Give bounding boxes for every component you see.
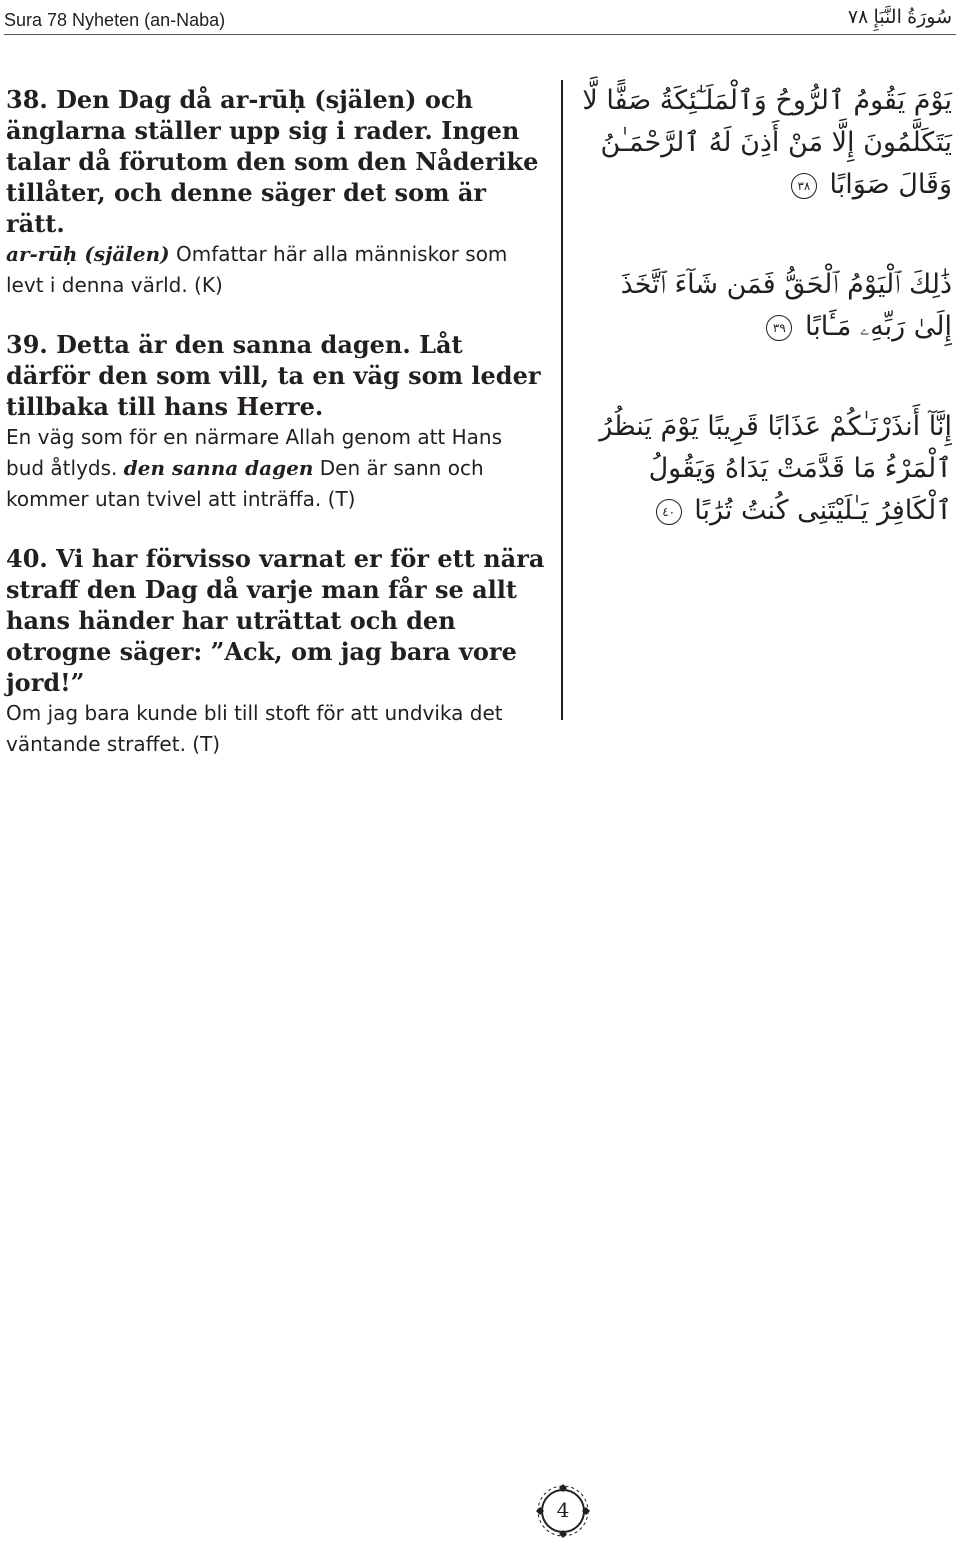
arabic-verse-38 bbox=[580, 80, 952, 206]
verse-commentary: Om jag bara kunde bli till stoft för att undvika det väntande straffet. (T) bbox=[6, 701, 503, 756]
verse-end-mark-icon: ٣٩ bbox=[766, 315, 792, 341]
commentary-term: ar-rūḥ (själen) bbox=[6, 242, 170, 266]
commentary-text: Omfattar här alla människor som levt i denna värld. (K) bbox=[6, 242, 508, 297]
verse-commentary bbox=[6, 422, 546, 515]
commentary-term: den sanna dagen bbox=[123, 456, 314, 480]
arabic-text: يَوْمَ يَقُومُ ٱلرُّوحُ وَٱلْمَلَـٰٓئِكَةُ صَفًّا لَّا يَتَكَلَّمُونَ إِلَّا مَنْ أَذِنَ لَهُ ٱلرَّحْمَـٰنُ وَقَالَ صَوَابًا bbox=[582, 85, 952, 200]
arabic-text: إِنَّآ أَنذَرْنَـٰكُمْ عَذَابًا قَرِيبًا يَوْمَ يَنظُرُ ٱلْمَرْءُ مَا قَدَّمَتْ يَدَاهُ وَيَقُولُ ٱلْكَافِرُ يَـٰلَيْتَنِى كُنتُ تُرَٰبًا bbox=[599, 411, 952, 526]
translation-column bbox=[6, 84, 546, 788]
verse-40 bbox=[6, 543, 546, 760]
verse-text: 39. Detta är den sanna dagen. Låt därför den som vill, ta en väg som leder tillbaka till hans Herre. bbox=[6, 330, 541, 421]
page-number-text: 4 bbox=[556, 1498, 570, 1522]
arabic-column bbox=[580, 80, 952, 590]
column-divider bbox=[561, 80, 563, 720]
header-sura-title-arabic: سُورَةُ النَّبَإِ ٧٨ bbox=[847, 7, 952, 28]
page-number bbox=[534, 1482, 592, 1540]
page-header bbox=[4, 4, 956, 35]
verse-text: 38. Den Dag då ar-rūḥ (själen) och änglarna ställer upp sig i rader. Ingen talar då förutom den som den Nåderike tillåter, och denne säger det som är rätt. bbox=[6, 85, 539, 238]
verse-39 bbox=[6, 329, 546, 515]
header-sura-title: Sura 78 Nyheten (an-Naba) bbox=[4, 10, 226, 30]
arabic-text: ذَٰلِكَ ٱلْيَوْمُ ٱلْحَقُّ فَمَن شَآءَ ٱتَّخَذَ إِلَىٰ رَبِّهِۦ مَـَٔابًا bbox=[620, 269, 952, 342]
arabic-verse-40 bbox=[580, 406, 952, 532]
arabic-verse-39 bbox=[580, 264, 952, 348]
verse-commentary bbox=[6, 239, 546, 301]
verse-text: 40. Vi har förvisso varnat er för ett nära straff den Dag då varje man får se allt hans händer har uträttat och den otrogne säger: ”Ack, om jag bara vore jord!” bbox=[6, 544, 545, 697]
commentary-text: En väg som för en närmare Allah genom att Hans bud åtlyds. bbox=[6, 425, 503, 480]
verse-end-mark-icon: ٤٠ bbox=[656, 499, 682, 525]
commentary-text: Den är sann och kommer utan tvivel att inträffa. (T) bbox=[6, 456, 484, 511]
verse-38 bbox=[6, 84, 546, 301]
verse-end-mark-icon: ٣٨ bbox=[791, 173, 817, 199]
